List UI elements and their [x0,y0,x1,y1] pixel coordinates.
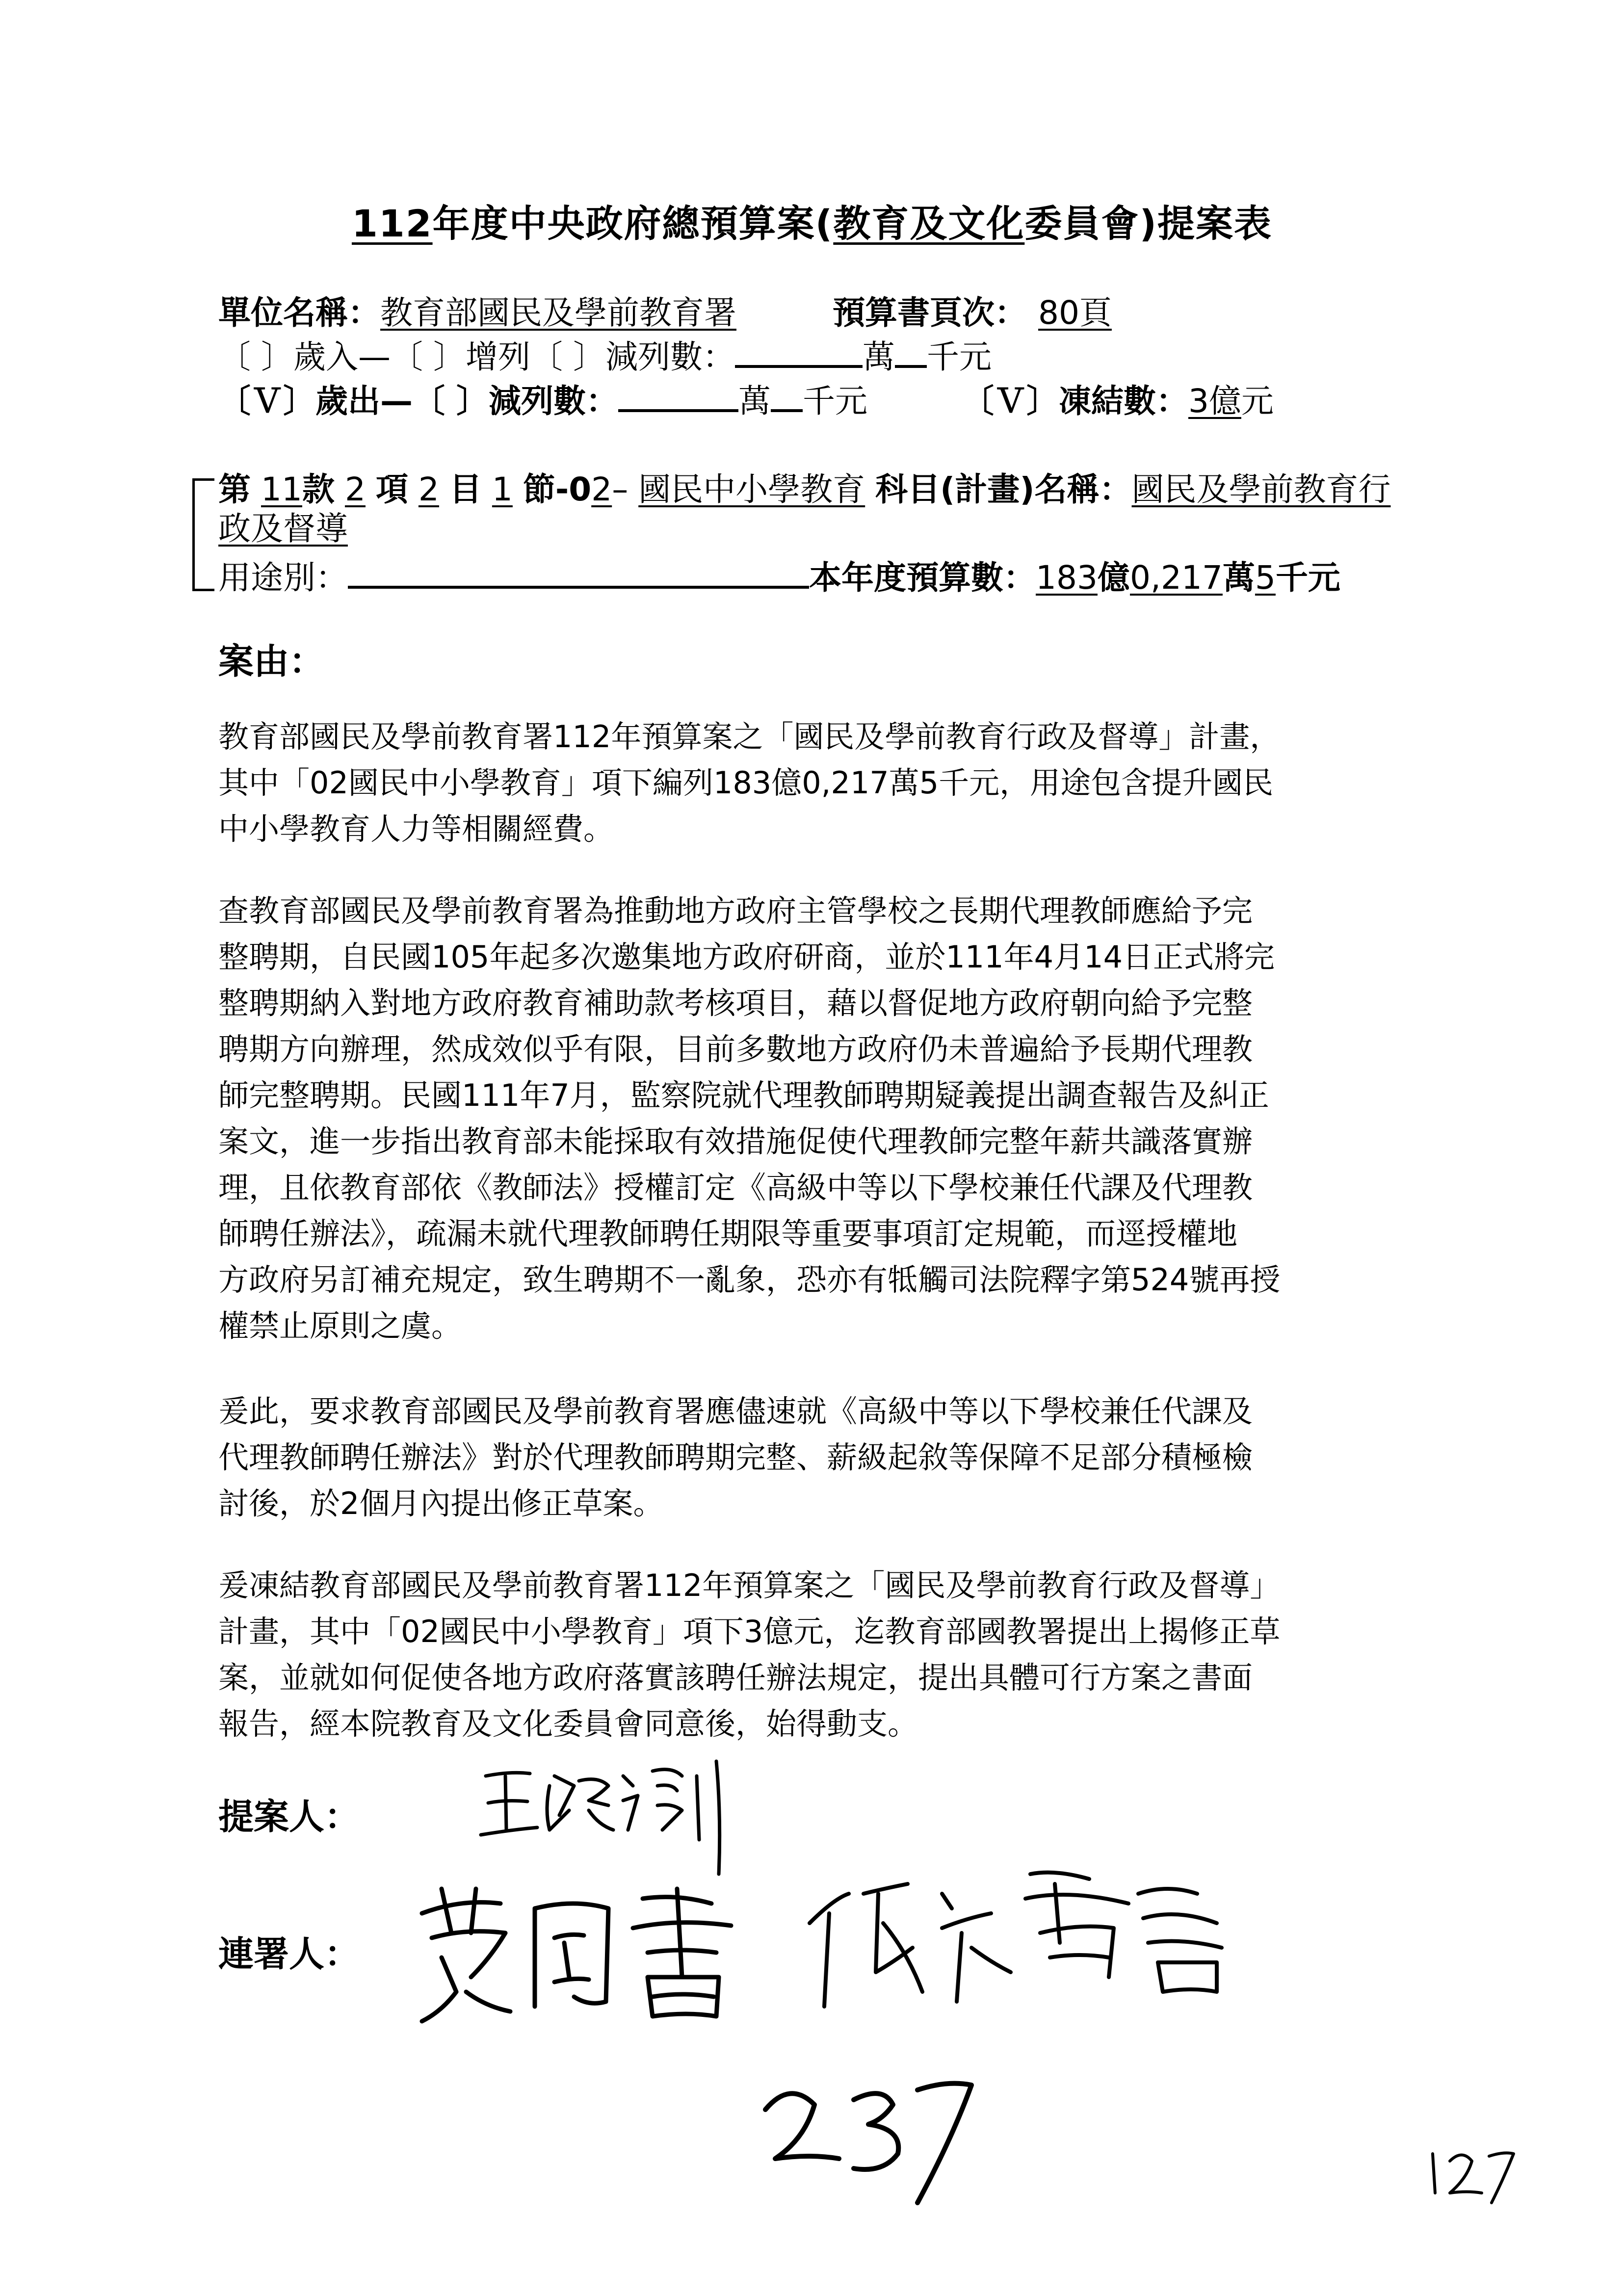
paragraph-line: 整聘期納入對地方政府教育補助款考核項目，藉以督促地方政府朝向給予完整 [218,985,1253,1021]
purpose-label: 用途別： [218,559,348,597]
section-kuan: 11 [261,470,302,508]
proposer-label: 提案人： [218,1796,360,1837]
budget-wan: 0,217 [1129,559,1223,597]
revenue-blank-qian [895,339,927,368]
section-bracket [192,478,214,591]
paragraph-line: 爰此，要求教育部國民及學前教育署應儘速就《高級中等以下學校兼任代課及 [218,1393,1253,1429]
section-subject: 國民中小學教育 [638,470,865,508]
unit-label: 單位名稱： [218,294,380,332]
budget-yi: 183 [1036,559,1098,597]
plan-name-line-2 [218,510,348,548]
paragraph-1 [218,714,1445,852]
expense-blank-wan [618,383,738,412]
paragraph-4 [218,1563,1445,1747]
paragraph-line: 計畫，其中「02國民中小學教育」項下3億元，迄教育部國教署提出上揭修正草 [218,1614,1281,1649]
revenue-suffix-2: 千元 [926,338,992,376]
purpose-blank [348,559,809,589]
section-p3: 項 [375,470,408,508]
expense-suffix-1: 萬 [738,382,771,420]
expense-label: 〔Ｖ〕歲出—〔 〕減列數： [218,382,618,420]
page-value: 80頁 [1038,294,1112,332]
cosigner-signature-1 [412,1879,765,2033]
paragraph-3 [218,1388,1445,1527]
paragraph-line: 報告，經本院教育及文化委員會同意後，始得動支。 [218,1706,918,1742]
freeze-label: 〔Ｖ〕凍結數： [961,382,1188,420]
unit-value: 教育部國民及學前教育署 [380,294,736,332]
cosigner-label: 連署人： [218,1933,360,1975]
title-year: 112 [351,202,433,245]
section-code: 2 [591,470,612,508]
revenue-line [218,338,992,376]
section-p2: 款 [302,470,335,508]
purpose-line [218,559,1340,597]
budget-qian: 5 [1255,559,1276,597]
title-part2: 委員會)提案表 [1024,202,1273,245]
paragraph-line: 討後，於2個月內提出修正草案。 [218,1486,664,1521]
section-p4: 目 [449,470,482,508]
budget-yi-unit: 億 [1097,559,1130,597]
paragraph-line: 師聘任辦法》，疏漏未就代理教師聘任期限等重要事項訂定規範，而逕授權地 [218,1216,1238,1252]
section-p6: – [612,470,629,508]
paragraph-line: 方政府另訂補充規定，致生聘期不一亂象，恐亦有牴觸司法院釋字第524號再授 [218,1262,1281,1298]
paragraph-line: 爰凍結教育部國民及學前教育署112年預算案之「國民及學前教育行政及督導」 [218,1567,1281,1603]
expense-blank-qian [771,383,803,412]
title-part1: 年度中央政府總預算案( [432,202,834,245]
page-label: 預算書頁次： [832,294,1027,332]
budget-wan-unit: 萬 [1222,559,1255,597]
expense-suffix-2: 千元 [802,382,867,420]
section-jie: 1 [492,470,513,508]
section-xiang: 2 [344,470,366,508]
plan-name-2: 政及督導 [218,510,348,548]
paragraph-line: 代理教師聘任辦法》對於代理教師聘期完整、薪級起敘等保障不足部分積極檢 [218,1439,1253,1475]
page-title [0,194,1624,247]
handwritten-number-127 [1423,2139,1521,2210]
plan-name-1: 國民及學前教育行 [1131,470,1391,508]
revenue-suffix-1: 萬 [862,338,895,376]
paragraph-line: 師完整聘期。民國111年7月，監察院就代理教師聘期疑義提出調查報告及糾正 [218,1077,1269,1113]
paragraph-line: 案文，進一步指出教育部未能採取有效措施促使代理教師完整年薪共識落實辦 [218,1123,1253,1159]
title-committee: 教育及文化 [833,202,1025,245]
subject-label: 科目(計畫)名稱： [875,470,1132,508]
paragraph-line: 中小學教育人力等相關經費。 [218,811,614,847]
section-p1: 第 [218,470,251,508]
proposer-signature [476,1756,751,1886]
freeze-value: 3億 [1188,382,1241,420]
paragraph-line: 權禁止原則之虞。 [218,1308,462,1344]
paragraph-line: 理，且依教育部依《教師法》授權訂定《高級中等以下學校兼任代課及代理教 [218,1170,1253,1205]
paragraph-2 [218,888,1445,1349]
budget-label: 本年度預算數： [809,559,1036,597]
cosigner-signature-2 [795,1864,1236,2013]
paragraph-line: 聘期方向辦理，然成效似乎有限，目前多數地方政府仍未普遍給予長期代理教 [218,1031,1253,1067]
revenue-label: 〔 〕歲入—〔 〕增列〔 〕減列數： [218,338,735,376]
paragraph-line: 查教育部國民及學前教育署為推動地方政府主管學校之長期代理教師應給予完 [218,893,1253,929]
revenue-blank-wan [735,339,863,368]
paragraph-line: 整聘期，自民國105年起多次邀集地方政府研商，並於111年4月14日正式將完 [218,939,1275,975]
section-mu: 2 [418,470,439,508]
reason-heading: 案由： [218,641,325,682]
unit-line [218,294,1112,332]
section-p5: 節-0 [523,470,592,508]
paragraph-line: 案，並就如何促使各地方政府落實該聘任辦法規定，提出具體可行方案之書面 [218,1660,1253,1696]
freeze-unit: 元 [1241,382,1274,420]
section-line [218,470,1391,508]
paragraph-line: 其中「02國民中小學教育」項下編列183億0,217萬5千元，用途包含提升國民 [218,765,1274,801]
budget-qian-unit: 千元 [1275,559,1340,597]
handwritten-number-237 [756,2061,1001,2210]
paragraph-line: 教育部國民及學前教育署112年預算案之「國民及學前教育行政及督導」計畫， [218,719,1281,755]
expense-line [218,382,1274,420]
